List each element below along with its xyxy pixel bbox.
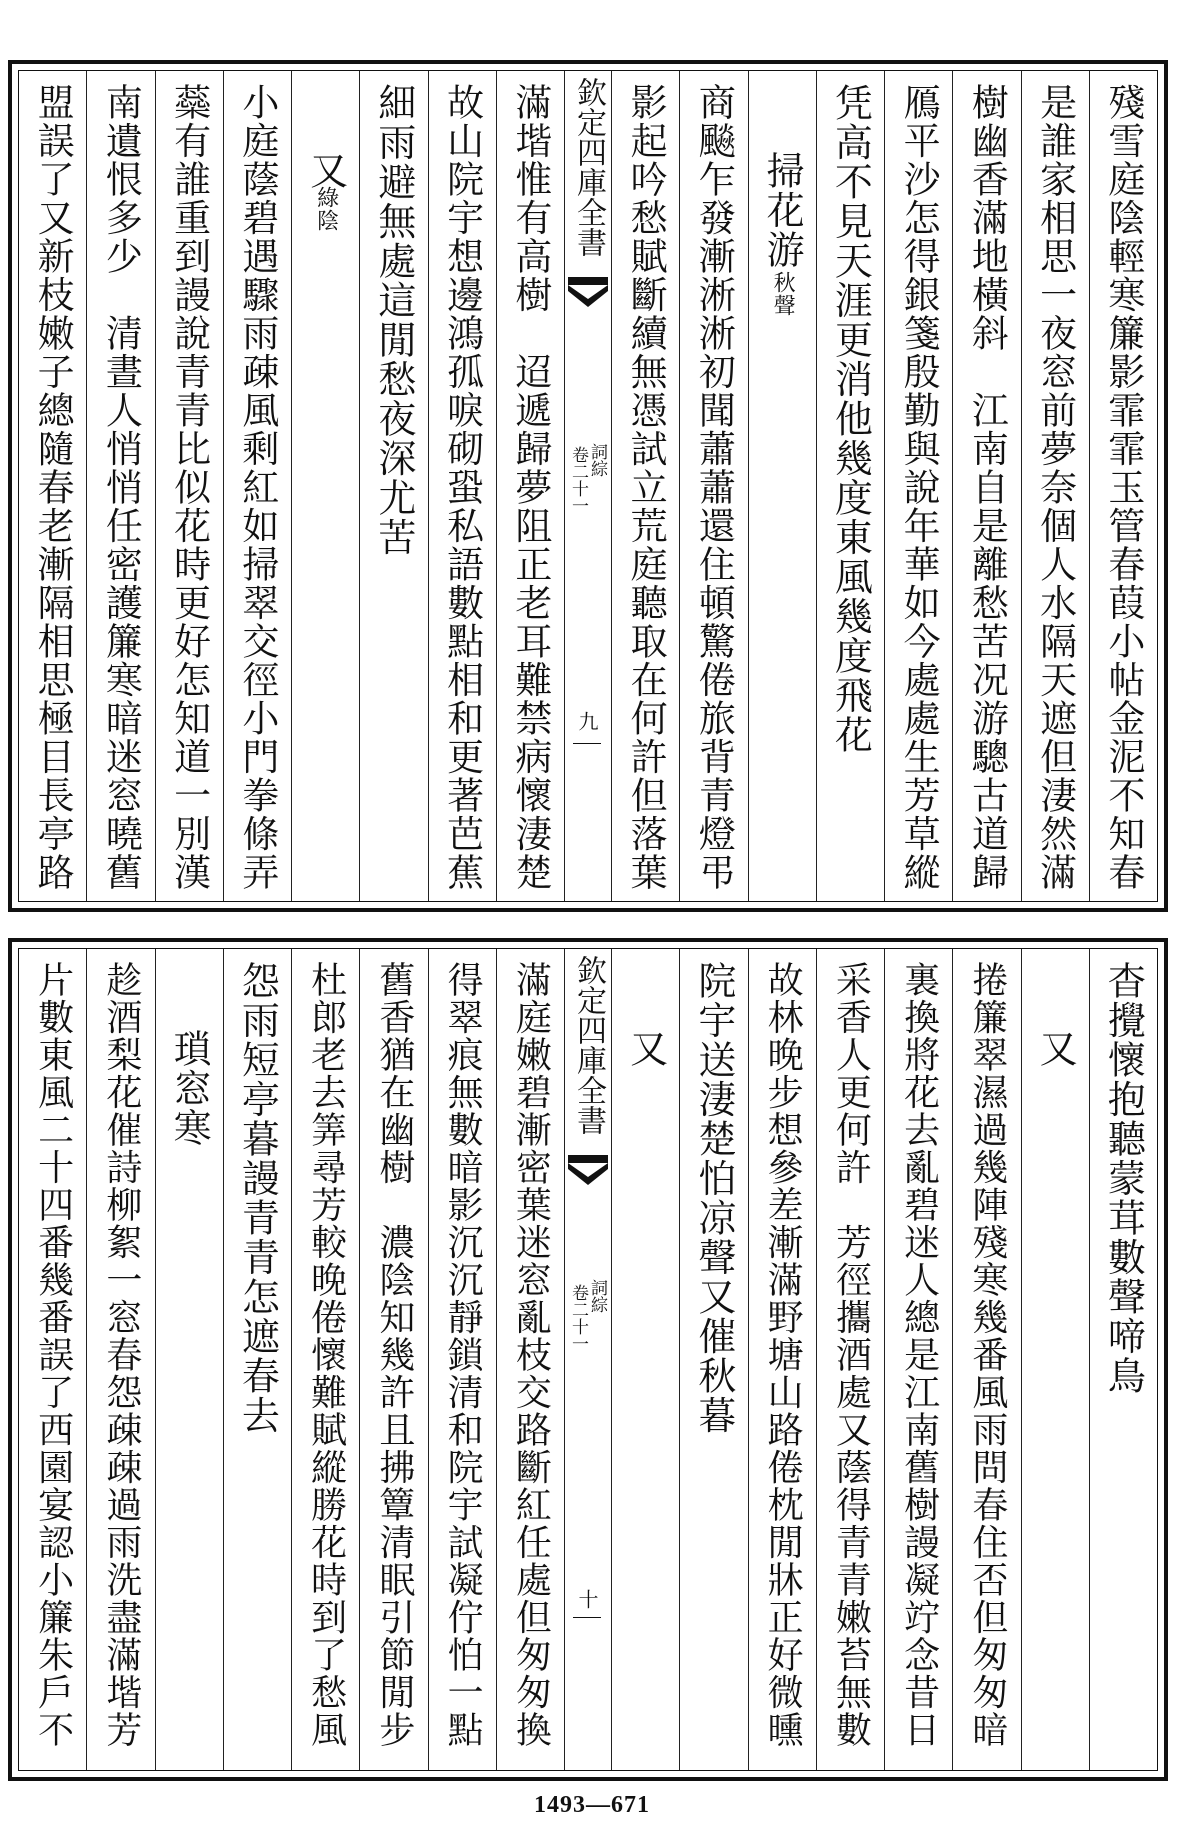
page-number: 九: [575, 711, 599, 731]
column-text: 影起吟愁賦斷續無憑試立荒庭聽取在何許但落葉: [624, 83, 668, 892]
tune-title-column: [748, 71, 816, 901]
fishtail-mark: [568, 277, 608, 313]
column-text: 商飈乍發漸淅淅初聞蕭蕭還住頓驚倦旅背青燈弔: [692, 83, 736, 892]
book-title: 欽定四庫全書: [571, 955, 606, 1135]
tune-title: 掃花游: [760, 151, 805, 270]
text-column: [428, 949, 496, 1770]
column-text: 滿堦惟有高樹 迢遞歸夢阻正老耳難禁病懷淒楚: [508, 83, 552, 892]
tune-title: 又: [1033, 1029, 1078, 1069]
text-column: [86, 71, 154, 901]
text-column: [1089, 949, 1157, 1770]
tune-title: 又: [623, 1029, 668, 1069]
bottom-page-columns: [18, 948, 1158, 1771]
bottom-page: [8, 938, 1168, 1781]
column-text: 凭高不見天涯更消他幾度東風幾度飛花: [828, 83, 873, 755]
column-text: 片數東風二十四番幾番誤了西園宴認小簾朱戶不: [32, 961, 74, 1749]
tune-subtitle: 綠陰: [313, 186, 339, 232]
column-text: 趁酒梨花催詩柳絮一窓春怨疎疎過雨洗盡滿堦芳: [100, 961, 142, 1749]
column-text: 故林晚步想參差漸滿野塘山路倦枕閒牀正好微曛: [762, 961, 804, 1749]
text-column: [816, 71, 884, 901]
text-column: [748, 949, 816, 1770]
text-column: [359, 949, 427, 1770]
tune-title: 瑣窓寒: [167, 1029, 212, 1148]
text-column: [428, 71, 496, 901]
text-column: [155, 71, 223, 901]
text-column: [884, 949, 952, 1770]
column-text: 怨雨短亭暮謾青青怎遮春去: [235, 961, 280, 1435]
column-text: 故山院宇想邊鴻孤唳砌蛩私語數點相和更著芭蕉: [440, 83, 484, 892]
fishtail-mark: [568, 1155, 608, 1191]
page-number-rule: [573, 743, 601, 744]
center-fold: [564, 71, 611, 901]
column-text: 采香人更何許 芳徑攜酒處又蔭得青青嫩苔無數: [830, 961, 872, 1749]
text-column: [952, 949, 1020, 1770]
text-column: [679, 71, 747, 901]
collection-name: 詞綜: [587, 443, 607, 477]
text-column: [1089, 71, 1157, 901]
text-column: [679, 949, 747, 1770]
column-text: 杳攪懷抱聽蒙茸數聲啼鳥: [1101, 961, 1146, 1396]
column-text: 是誰家相思一夜窓前夢奈個人水隔天遮但淒然滿: [1033, 83, 1077, 892]
text-column: [86, 949, 154, 1770]
tune-title-column: [155, 949, 223, 1770]
text-column: [1021, 71, 1089, 901]
text-column: [359, 71, 427, 901]
column-text: 樹幽香滿地橫斜 江南自是離愁苦况游驄古道歸: [965, 83, 1009, 892]
text-column: [496, 949, 564, 1770]
column-text: 得翠痕無數暗影沉沉靜鎖清和院宇試凝佇怕一點: [442, 961, 484, 1749]
column-text: 小庭蔭碧遇驟雨疎風剩紅如掃翠交徑小門拳條弄: [235, 83, 279, 892]
column-text: 蘂有誰重到謾說青青比似花時更好怎知道一別漢: [167, 83, 211, 892]
center-fold: [564, 949, 611, 1770]
text-column: [952, 71, 1020, 901]
column-text: 裏換將花去亂碧迷人總是江南舊樹謾凝竚念昔日: [898, 961, 940, 1749]
text-column: [884, 71, 952, 901]
text-column: [291, 949, 359, 1770]
page-number-rule: [573, 1617, 601, 1618]
page-number: 十: [575, 1589, 599, 1609]
column-text: 滿庭嫩碧漸密葉迷窓亂枝交路斷紅任處但匆匆換: [510, 961, 552, 1749]
book-title: 欽定四庫全書: [571, 77, 606, 257]
top-page: [8, 60, 1168, 912]
tune-title-column: [611, 949, 679, 1770]
column-text: 院宇送淒楚怕凉聲又催秋暮: [691, 961, 736, 1435]
volume-number: 卷二十一: [568, 1284, 588, 1352]
column-text: 捲簾翠濕過幾陣殘寒幾番風雨問春住否但匆匆暗: [966, 961, 1008, 1749]
text-column: [816, 949, 884, 1770]
column-text: 鴈平沙怎得銀箋殷勤與說年華如今處處生芳草縱: [897, 83, 941, 892]
text-column: [223, 71, 291, 901]
text-column: [19, 71, 86, 901]
tune-title: 又: [303, 151, 348, 191]
column-text: 盟誤了又新枝嫩子總隨春老漸隔相思極目長亭路: [31, 83, 75, 892]
tune-title-column: [291, 71, 359, 901]
column-text: 舊香猶在幽樹 濃陰知幾許且拂簟清眠引節閒步: [373, 961, 415, 1749]
volume-number: 卷二十一: [568, 446, 588, 514]
top-page-columns: [18, 70, 1158, 902]
text-column: [496, 71, 564, 901]
tune-title-column: [1021, 949, 1089, 1770]
text-column: [19, 949, 86, 1770]
collection-name: 詞綜: [587, 1279, 607, 1313]
column-text: 殘雪庭陰輕寒簾影霏霏玉管春葭小帖金泥不知春: [1101, 83, 1145, 892]
column-text: 南遺恨多少 清晝人悄悄任密護簾寒暗迷窓曉舊: [99, 83, 143, 892]
reel-frame-number: 1493—671: [534, 1792, 650, 1818]
column-text: 細雨避無處這閒愁夜深尤苦: [371, 83, 416, 557]
text-column: [223, 949, 291, 1770]
tune-subtitle: 秋聲: [770, 271, 796, 317]
text-column: [611, 71, 679, 901]
column-text: 杜郎老去筭尋芳較晚倦懷難賦縱勝花時到了愁風: [305, 961, 347, 1749]
